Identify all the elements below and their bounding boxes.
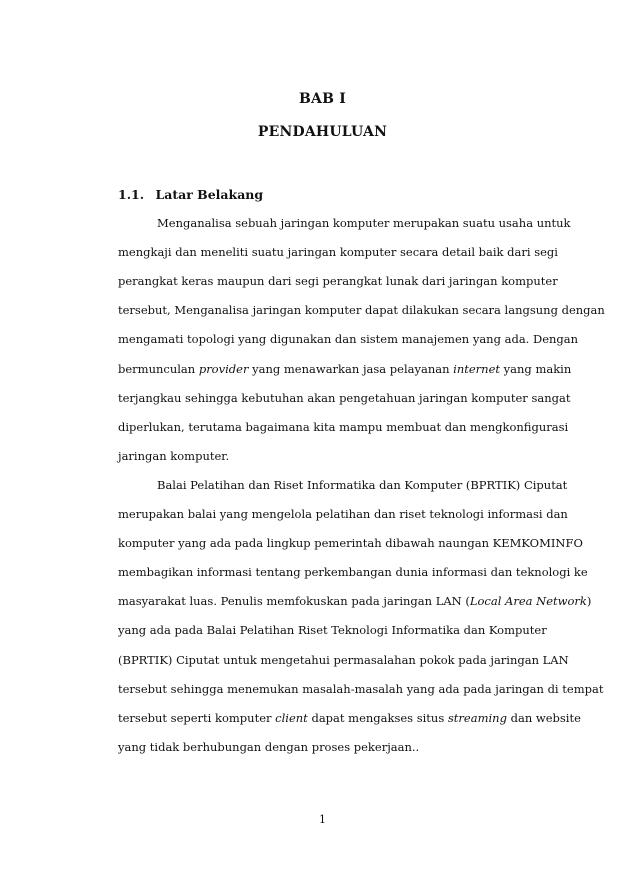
text-run: ) bbox=[586, 594, 592, 608]
paragraph-line bbox=[118, 536, 583, 550]
page-number: 1 bbox=[319, 813, 326, 826]
text-run: yang menawarkan jasa pelayanan bbox=[248, 362, 454, 376]
text-run: tersebut seperti komputer bbox=[118, 711, 276, 725]
italic-term: internet bbox=[453, 362, 501, 376]
text-run: bermunculan bbox=[118, 362, 199, 376]
chapter-number: BAB I bbox=[299, 91, 346, 107]
section-title: Latar Belakang bbox=[155, 187, 264, 202]
paragraph-line bbox=[118, 420, 569, 434]
italic-term: Local Area Network bbox=[469, 594, 587, 608]
text-run: tersebut sehingga menemukan masalah-masalah yang ada pada jaringan di tempat bbox=[118, 682, 604, 696]
paragraph-line bbox=[118, 594, 592, 608]
text-run: perangkat keras maupun dari segi perangkat lunak dari jaringan komputer bbox=[118, 274, 558, 288]
section-number: 1.1. bbox=[118, 187, 145, 202]
text-run: yang makin bbox=[500, 362, 572, 376]
text-run: jaringan komputer. bbox=[118, 449, 230, 463]
text-run: yang tidak berhubungan dengan proses pekerjaan.. bbox=[118, 740, 420, 754]
text-run: dapat mengakses situs bbox=[307, 711, 448, 725]
text-run: terjangkau sehingga kebutuhan akan pengetahuan jaringan komputer sangat bbox=[118, 391, 571, 405]
text-run: mengamati topologi yang digunakan dan sistem manajemen yang ada. Dengan bbox=[118, 332, 579, 346]
paragraph-line bbox=[157, 478, 568, 492]
italic-term: client bbox=[275, 711, 308, 725]
text-run: merupakan balai yang mengelola pelatihan dan riset teknologi informasi dan bbox=[118, 507, 568, 521]
text-run: dan website bbox=[506, 711, 581, 725]
paragraph-line bbox=[118, 362, 572, 376]
paragraph-line bbox=[118, 565, 588, 579]
section-heading bbox=[118, 187, 263, 202]
paragraph-line bbox=[118, 711, 581, 725]
paragraph-line bbox=[118, 391, 571, 405]
paragraph-line bbox=[118, 623, 547, 637]
italic-term: provider bbox=[198, 362, 249, 376]
text-run: diperlukan, terutama bagaimana kita mampu membuat dan mengkonfigurasi bbox=[118, 420, 569, 434]
text-run: mengkaji dan meneliti suatu jaringan komputer secara detail baik dari segi bbox=[118, 245, 558, 259]
paragraph-line bbox=[118, 274, 558, 288]
paragraph-line bbox=[118, 740, 542, 754]
text-run: komputer yang ada pada lingkup pemerintah dibawah naungan KEMKOMINFO bbox=[118, 536, 583, 550]
paragraph-line bbox=[118, 449, 542, 463]
paragraph-line bbox=[118, 303, 605, 317]
paragraph-line bbox=[118, 245, 558, 259]
text-run: masyarakat luas. Penulis memfokuskan pada jaringan LAN ( bbox=[118, 594, 470, 608]
text-run: yang ada pada Balai Pelatihan Riset Teknologi Informatika dan Komputer bbox=[118, 623, 547, 637]
paragraph-line bbox=[157, 216, 571, 230]
text-run: (BPRTIK) Ciputat untuk mengetahui permasalahan pokok pada jaringan LAN bbox=[118, 653, 569, 667]
text-run: Menganalisa sebuah jaringan komputer merupakan suatu usaha untuk bbox=[157, 216, 571, 230]
paragraph-line bbox=[118, 507, 568, 521]
text-run: tersebut, Menganalisa jaringan komputer dapat dilakukan secara langsung dengan bbox=[118, 303, 605, 317]
paragraph-line bbox=[118, 682, 604, 696]
text-run: membagikan informasi tentang perkembangan dunia informasi dan teknologi ke bbox=[118, 565, 588, 579]
paragraph-line bbox=[118, 653, 569, 667]
chapter-title: PENDAHULUAN bbox=[257, 124, 388, 140]
paragraph-line bbox=[118, 332, 579, 346]
text-run: Balai Pelatihan dan Riset Informatika dan Komputer (BPRTIK) Ciputat bbox=[157, 478, 568, 492]
italic-term: streaming bbox=[447, 711, 507, 725]
